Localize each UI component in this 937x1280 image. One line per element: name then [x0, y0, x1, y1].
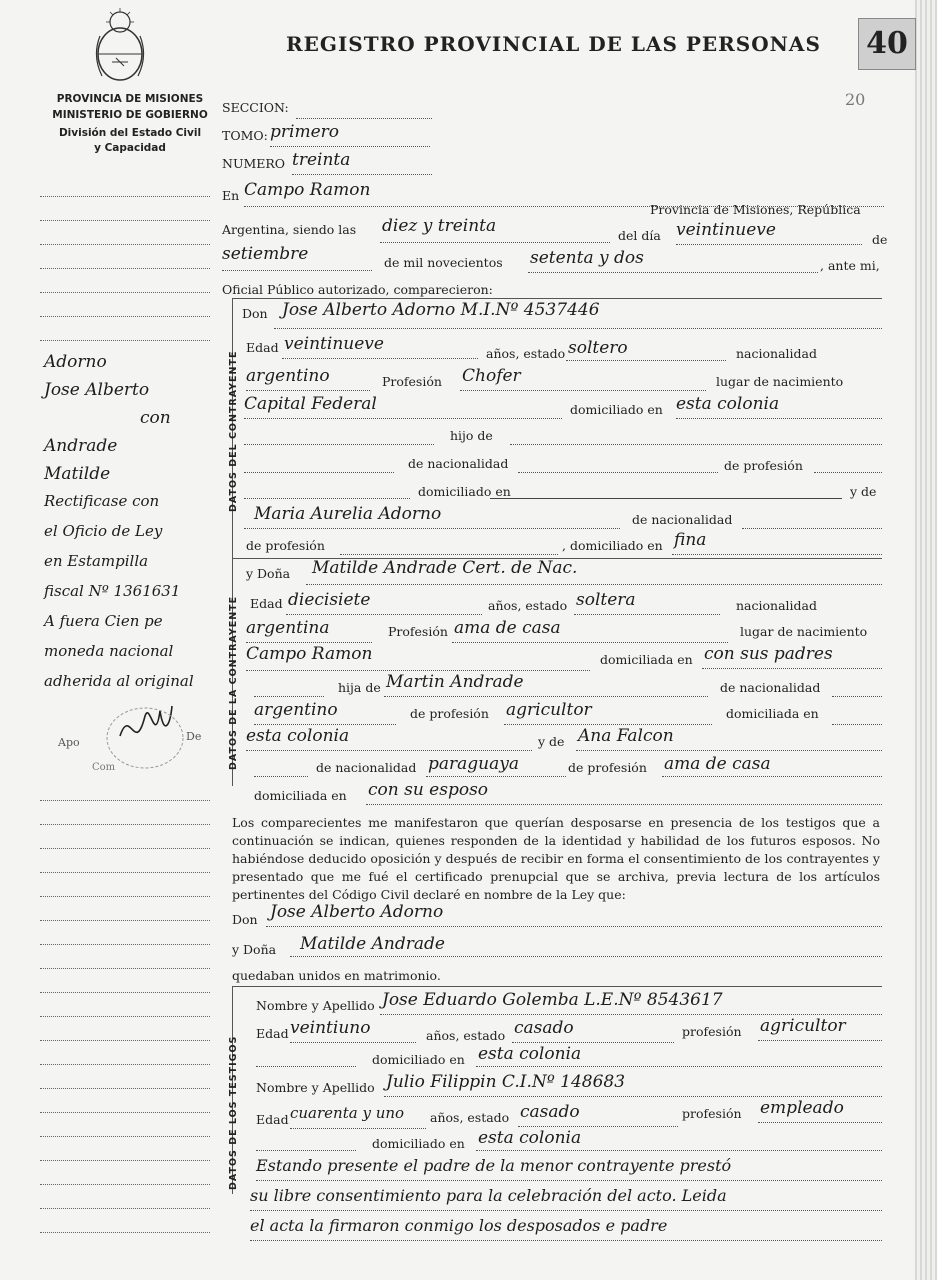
t1-edad-line — [290, 1042, 416, 1043]
stamp-text-2: De — [186, 730, 202, 743]
de-nacionalidad-3-label: de nacionalidad — [720, 680, 821, 695]
margin-line — [40, 340, 210, 341]
t2-domiciliado-label: domiciliado en — [372, 1136, 465, 1151]
t1-domicilio-line — [476, 1066, 882, 1067]
padre-2-line — [384, 696, 708, 697]
margin-line — [40, 244, 210, 245]
decl-don-line — [266, 926, 882, 927]
nacionalidad-2-label: nacionalidad — [736, 598, 817, 613]
domiciliada-label: domiciliada en — [600, 652, 693, 667]
madre-2-line — [576, 750, 882, 751]
oficial-text: Oficial Público autorizado, comparecieron: — [222, 282, 493, 297]
margin-line — [40, 292, 210, 293]
estado-2-value: soltera — [576, 590, 636, 610]
de-nacionalidad-2-label: de nacionalidad — [632, 512, 733, 527]
anios-estado-2-label: años, estado — [488, 598, 568, 613]
registry-title: REGISTRO PROVINCIAL DE LAS PERSONAS — [286, 32, 821, 56]
authority-line-2: MINISTERIO DE GOBIERNO — [52, 109, 208, 121]
edad-2-value: diecisiete — [288, 590, 371, 610]
blank-line — [832, 724, 882, 725]
t2-nombre-line — [384, 1096, 882, 1097]
de-label: de — [872, 232, 888, 247]
margin-line — [40, 920, 210, 921]
declaration-text: Los comparecientes me manifestaron que querían desposarse en presencia de los testigos que a continuación se indican, quienes responden de la identidad y habilidad de los futuros esposos. No habiéndose deducido oposición y después de recibir en forma el consentimiento de los contrayentes y presentado que me fué el certificado prenupcial que se archiva, previa lectura de los artículos pertinentes del Código Civil declaré en nombre de la Ley que: — [232, 815, 880, 902]
domiciliada-en-2-label: domiciliada en — [726, 706, 819, 721]
margin-note-3: con — [140, 408, 171, 428]
lugar-nac-label: lugar de nacimiento — [716, 374, 844, 389]
decl-dona-value: Matilde Andrade — [300, 934, 445, 954]
stamp-text-3: Com — [92, 762, 116, 773]
lugar-nac-2-line — [246, 670, 590, 671]
final-note-rule — [256, 1180, 882, 1181]
hijo-de-label: hijo de — [450, 428, 493, 443]
madre-prof-line — [340, 554, 558, 555]
padre-2-value: Martin Andrade — [386, 672, 524, 692]
margin-note-9: fiscal Nº 1361631 — [44, 582, 181, 600]
nacionalidad-line — [246, 390, 370, 391]
dia-line — [676, 244, 862, 245]
t1-profesion-value: agricultor — [760, 1016, 846, 1036]
lugar-nac-2-value: Campo Ramon — [246, 644, 373, 664]
madre-prof-value: ama de casa — [664, 754, 771, 774]
nacionalidad-value: argentino — [246, 366, 330, 386]
numero-value: treinta — [292, 150, 351, 170]
y-de-label: y de — [850, 484, 877, 499]
anio-line — [528, 272, 818, 273]
authority-line-4: y Capacidad — [94, 142, 166, 154]
padre-dom-line — [490, 498, 842, 499]
margin-line — [40, 316, 210, 317]
hora-value: diez y treinta — [382, 216, 497, 236]
margin-line — [40, 1160, 210, 1161]
t1-nombre-label: Nombre y Apellido — [256, 998, 375, 1013]
hora-line — [380, 242, 610, 243]
profesion-label: Profesión — [382, 374, 442, 389]
margin-line — [40, 992, 210, 993]
margin-note-4: Andrade — [44, 436, 118, 456]
de-profesion-3-label: de profesión — [410, 706, 489, 721]
nacionalidad-label: nacionalidad — [736, 346, 817, 361]
margin-line — [40, 848, 210, 849]
margin-line — [40, 1208, 210, 1209]
tomo-line — [270, 146, 430, 147]
profesion-line — [460, 390, 706, 391]
t2-edad-value: cuarenta y uno — [290, 1104, 405, 1122]
margin-line — [40, 220, 210, 221]
margin-note-2: Jose Alberto — [44, 380, 150, 400]
authority-line-1: PROVINCIA DE MISIONES — [56, 93, 204, 105]
t2-domicilio-line — [476, 1150, 882, 1151]
blank-line — [256, 1150, 356, 1151]
margin-line — [40, 944, 210, 945]
margin-line — [40, 1136, 210, 1137]
t2-nombre-label: Nombre y Apellido — [256, 1080, 375, 1095]
margin-line — [40, 1040, 210, 1041]
stamp-text-1: Apo — [58, 736, 80, 749]
divider — [232, 986, 882, 987]
t1-edad-value: veintiuno — [290, 1018, 371, 1038]
divider — [232, 298, 882, 299]
blank-line — [832, 696, 882, 697]
edad-value: veintinueve — [284, 334, 384, 354]
t2-profesion-label: profesión — [682, 1106, 742, 1121]
lugar-nac-value: Capital Federal — [244, 394, 377, 414]
mes-value: setiembre — [222, 244, 309, 264]
t2-nombre-value: Julio Filippin C.I.Nº 148683 — [386, 1072, 626, 1092]
lugar-value: Campo Ramon — [244, 180, 371, 200]
dona-label: y Doña — [246, 566, 291, 581]
de-nacionalidad-label: de nacionalidad — [408, 456, 509, 471]
tomo-value: primero — [270, 122, 339, 142]
t2-profesion-value: empleado — [760, 1098, 844, 1118]
margin-line — [40, 1064, 210, 1065]
padre-dom-value: esta colonia — [246, 726, 350, 746]
domicilio-2-line — [702, 668, 882, 669]
y-de-2-label: y de — [538, 734, 565, 749]
profesion-value: Chofer — [462, 366, 521, 386]
de-profesion-label: de profesión — [724, 458, 803, 473]
domiciliada-en-3-label: domiciliada en — [254, 788, 347, 803]
estado-2-line — [574, 614, 720, 615]
margin-line — [40, 196, 210, 197]
domicilio-line — [676, 418, 882, 419]
domicilio-2-value: con sus padres — [704, 644, 833, 664]
t1-nombre-value: Jose Eduardo Golemba L.E.Nº 8543617 — [382, 990, 723, 1010]
t2-profesion-line — [758, 1122, 882, 1123]
nacionalidad-2-value: argentina — [246, 618, 330, 638]
authority-line-3: División del Estado Civil — [58, 127, 202, 139]
madre-2-value: Ana Falcon — [578, 726, 674, 746]
domiciliado-label: domiciliado en — [570, 402, 663, 417]
edad-2-label: Edad — [250, 596, 283, 611]
margin-note-1: Adorno — [44, 352, 107, 372]
testigos-section-label: DATOS DE LOS TESTIGOS — [228, 1035, 239, 1190]
margin-note-6: Rectificase con — [44, 492, 160, 510]
t2-estado-line — [518, 1126, 678, 1127]
final-note-line-2: su libre consentimiento para la celebración del acto. Leida — [250, 1186, 727, 1205]
profesion-2-label: Profesión — [388, 624, 448, 639]
final-note-rule — [250, 1210, 882, 1211]
final-note-line-1: Estando presente el padre de la menor contrayente prestó — [256, 1156, 732, 1175]
seccion-line — [296, 118, 432, 119]
margin-note-8: en Estampilla — [44, 552, 149, 570]
margin-line — [40, 1112, 210, 1113]
margin-line — [40, 896, 210, 897]
final-note-rule — [250, 1240, 882, 1241]
margin-note-5: Matilde — [44, 464, 111, 484]
t2-edad-label: Edad — [256, 1112, 289, 1127]
blank-line — [244, 472, 394, 473]
t1-nombre-line — [380, 1014, 882, 1015]
coat-of-arms-seal — [88, 6, 152, 84]
page-number-note: 20 — [845, 90, 866, 109]
t1-estado-value: casado — [514, 1018, 574, 1038]
numero-label: NUMERO — [222, 156, 286, 171]
profesion-2-line — [452, 642, 728, 643]
blank-line — [256, 1066, 356, 1067]
estado-value: soltero — [568, 338, 628, 358]
blank-line — [254, 696, 324, 697]
madre-dom-2-line — [366, 804, 882, 805]
padre-prof-value: agricultor — [506, 700, 592, 720]
profesion-2-value: ama de casa — [454, 618, 561, 638]
seccion-label: SECCION: — [222, 100, 289, 115]
padre-nac-line — [518, 472, 718, 473]
padre-nac-value: argentino — [254, 700, 338, 720]
decl-dona-label: y Doña — [232, 942, 277, 957]
provincia-text: Provincia de Misiones, República — [650, 202, 861, 217]
lugar-nac-2-label: lugar de nacimiento — [740, 624, 868, 639]
blank-line — [244, 498, 410, 499]
blank-line — [254, 776, 308, 777]
quedaban-text: quedaban unidos en matrimonio. — [232, 968, 441, 983]
t2-estado-value: casado — [520, 1102, 580, 1122]
margin-note-11: moneda nacional — [44, 642, 174, 660]
madre-nac-value: paraguaya — [428, 754, 519, 774]
t1-profesion-label: profesión — [682, 1024, 742, 1039]
mes-line — [222, 270, 372, 271]
en-label: En — [222, 188, 240, 203]
madre-dom-value: con su esposo — [368, 780, 489, 800]
margin-line — [40, 824, 210, 825]
margin-line — [40, 1088, 210, 1089]
margin-note-7: el Oficio de Ley — [44, 522, 163, 540]
contrayente-section-label: DATOS DEL CONTRAYENTE — [228, 350, 239, 512]
ante-mi-text: , ante mi, — [820, 258, 880, 273]
padre-line — [510, 444, 882, 445]
madre-value: Maria Aurelia Adorno — [254, 504, 442, 524]
madre-nac-2-line — [426, 776, 566, 777]
decl-dona-line — [290, 956, 882, 957]
dia-value: veintinueve — [676, 220, 776, 240]
del-dia-label: del día — [618, 228, 661, 243]
margin-line — [40, 1232, 210, 1233]
page-edge — [915, 0, 937, 1280]
blank-line — [244, 444, 434, 445]
margin-line — [40, 1016, 210, 1017]
decl-don-value: Jose Alberto Adorno — [270, 902, 444, 922]
domiciliado-en-3-label: , domiciliado en — [562, 538, 663, 553]
margin-signature-stamp — [60, 696, 230, 776]
contrayente-nombre: Jose Alberto Adorno M.I.Nº 4537446 — [282, 300, 600, 320]
margin-line — [40, 872, 210, 873]
t1-domiciliado-label: domiciliado en — [372, 1052, 465, 1067]
de-profesion-2-label: de profesión — [246, 538, 325, 553]
margin-note-12: adherida al original — [44, 672, 194, 690]
madre-domicilio-value: fina — [674, 530, 707, 550]
contrayente-2-section-label: DATOS DE LA CONTRAYENTE — [228, 595, 239, 770]
anio-value: setenta y dos — [530, 248, 644, 268]
t1-edad-label: Edad — [256, 1026, 289, 1041]
margin-note-10: A fuera Cien pe — [44, 612, 163, 630]
margin-line — [40, 268, 210, 269]
final-note-line-3: el acta la firmaron conmigo los desposados e padre — [250, 1216, 668, 1235]
hija-de-label: hija de — [338, 680, 381, 695]
padre-nac-2-line — [254, 724, 396, 725]
decl-don-label: Don — [232, 912, 258, 927]
de-nacionalidad-4-label: de nacionalidad — [316, 760, 417, 775]
de-profesion-4-label: de profesión — [568, 760, 647, 775]
edad-line — [282, 358, 478, 359]
nombre-line — [274, 328, 882, 329]
margin-line — [40, 968, 210, 969]
padre-prof-2-line — [504, 724, 712, 725]
lugar-nac-line — [244, 418, 562, 419]
madre-nac-line — [742, 528, 882, 529]
don-label: Don — [242, 306, 268, 321]
estado-line — [566, 360, 726, 361]
anios-estado-label: años, estado — [486, 346, 566, 361]
madre-prof-2-line — [662, 776, 882, 777]
madre-dom-line — [672, 554, 882, 555]
edad-label: Edad — [246, 340, 279, 355]
t1-anios-estado: años, estado — [426, 1028, 506, 1043]
domicilio-value: esta colonia — [676, 394, 780, 414]
t2-edad-line — [290, 1128, 426, 1129]
page-number: 40 — [858, 18, 916, 70]
tomo-label: TOMO: — [222, 128, 268, 143]
t1-profesion-line — [758, 1040, 882, 1041]
t1-estado-line — [512, 1042, 674, 1043]
margin-line — [40, 800, 210, 801]
madre-line — [244, 528, 620, 529]
de-mil-label: de mil novecientos — [384, 255, 503, 270]
domiciliado-en-label: domiciliado en — [418, 484, 511, 499]
t2-domicilio-value: esta colonia — [478, 1128, 582, 1148]
contrayente-2-nombre: Matilde Andrade Cert. de Nac. — [312, 558, 578, 578]
argentina-text: Argentina, siendo las — [222, 222, 357, 237]
t2-anios-estado: años, estado — [430, 1110, 510, 1125]
padre-dom-2-line — [246, 750, 532, 751]
edad-2-line — [286, 614, 482, 615]
margin-line — [40, 1184, 210, 1185]
padre-prof-line — [814, 472, 882, 473]
nacionalidad-2-line — [246, 642, 372, 643]
nombre-2-line — [306, 584, 882, 585]
t1-domicilio-value: esta colonia — [478, 1044, 582, 1064]
numero-line — [292, 174, 432, 175]
